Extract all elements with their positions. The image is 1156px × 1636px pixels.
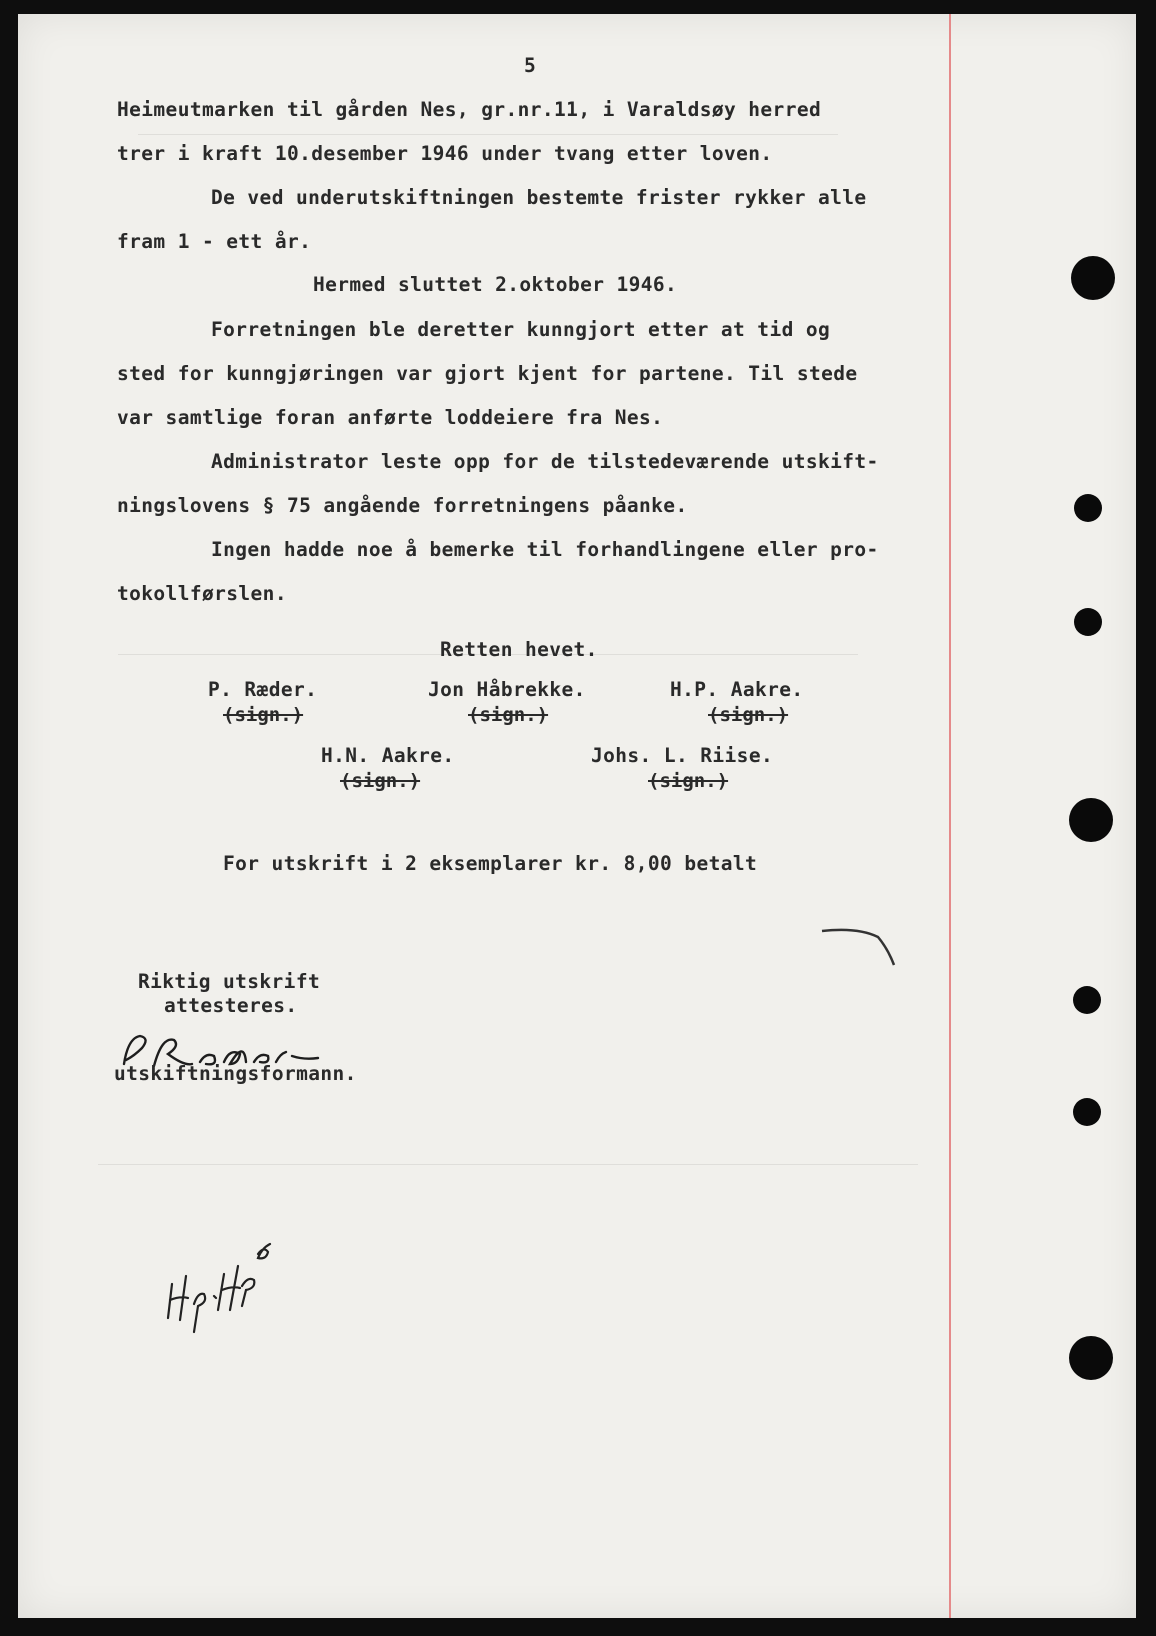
punch-hole bbox=[1074, 608, 1102, 636]
signatory-sign: (sign.) bbox=[468, 704, 549, 726]
punch-hole bbox=[1073, 986, 1101, 1014]
signatory-name: H.P. Aakre. bbox=[670, 678, 804, 701]
punch-hole bbox=[1069, 798, 1113, 842]
punch-hole bbox=[1074, 494, 1102, 522]
text-line: Ingen hadde noe å bemerke til forhandlingene eller pro- bbox=[211, 538, 879, 561]
text-line: Forretningen ble deretter kunngjort etter at tid og bbox=[211, 318, 831, 341]
bleed-through bbox=[98, 1164, 918, 1165]
attestation-line: attesteres. bbox=[164, 994, 298, 1017]
closing-line: Retten hevet. bbox=[440, 638, 598, 661]
signatory-name: Johs. L. Riise. bbox=[591, 744, 774, 767]
signatory-sign: (sign.) bbox=[340, 770, 421, 792]
document-page bbox=[18, 14, 1136, 1618]
text-line: var samtlige foran anførte loddeiere fra Nes. bbox=[117, 406, 664, 429]
punch-hole bbox=[1073, 1098, 1101, 1126]
bleed-through bbox=[138, 134, 838, 135]
text-line: Administrator leste opp for de tilstedeværende utskift- bbox=[211, 450, 879, 473]
page-number: 5 bbox=[524, 54, 537, 77]
signatory-name: Jon Håbrekke. bbox=[428, 678, 586, 701]
signatory-name: P. Ræder. bbox=[208, 678, 318, 701]
attestation-title: utskiftningsformann. bbox=[114, 1062, 357, 1085]
punch-hole bbox=[1069, 1336, 1113, 1380]
signatory-sign: (sign.) bbox=[223, 704, 304, 726]
attestation-line: Riktig utskrift bbox=[138, 970, 321, 993]
text-line: De ved underutskiftningen bestemte frister rykker alle bbox=[211, 186, 867, 209]
text-line: Hermed sluttet 2.oktober 1946. bbox=[313, 273, 678, 296]
text-line: tokollførslen. bbox=[117, 582, 287, 605]
text-line: fram 1 - ett år. bbox=[117, 230, 312, 253]
signatory-sign: (sign.) bbox=[708, 704, 789, 726]
text-line: sted for kunngjøringen var gjort kjent for partene. Til stede bbox=[117, 362, 858, 385]
signatory-name: H.N. Aakre. bbox=[321, 744, 455, 767]
handwritten-note bbox=[158, 1214, 278, 1334]
text-line: ningslovens § 75 angående forretningens påanke. bbox=[117, 494, 688, 517]
fee-line: For utskrift i 2 eksemplarer kr. 8,00 betalt bbox=[223, 852, 758, 875]
pen-stroke-icon bbox=[818, 919, 908, 979]
text-line: Heimeutmarken til gården Nes, gr.nr.11, i Varaldsøy herred bbox=[117, 98, 822, 121]
red-margin-line bbox=[949, 14, 951, 1618]
text-line: trer i kraft 10.desember 1946 under tvang etter loven. bbox=[117, 142, 773, 165]
punch-hole bbox=[1071, 256, 1115, 300]
signatory-sign: (sign.) bbox=[648, 770, 729, 792]
